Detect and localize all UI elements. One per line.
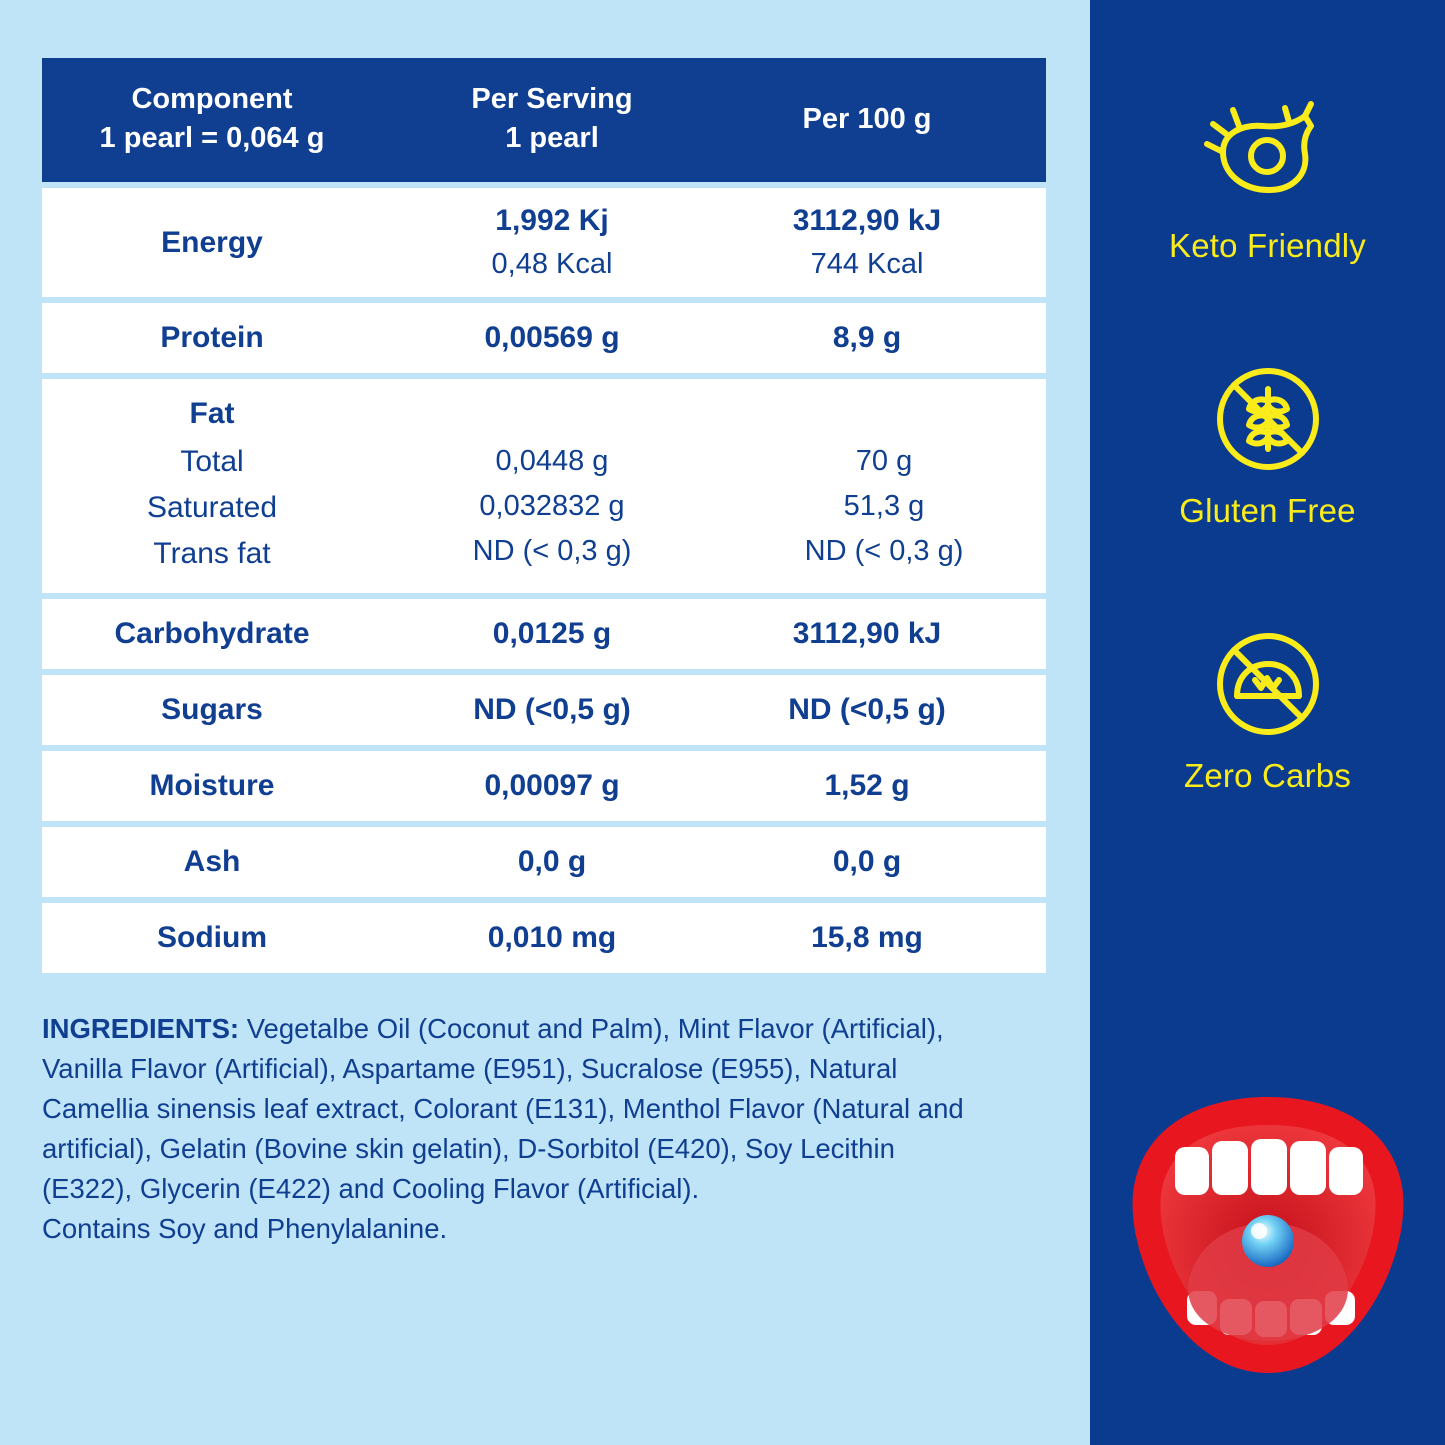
badge-zero-carbs <box>1090 622 1445 795</box>
row-value-protein-per-serving: 0,00569 g <box>382 303 722 373</box>
gluten-free-icon <box>1193 357 1343 482</box>
mouth-icon <box>1103 1073 1433 1403</box>
row-value-ash-per-100g: 0,0 g <box>722 827 1046 897</box>
claims-sidebar <box>1090 0 1445 1445</box>
row-value-energy-per-serving <box>382 188 722 297</box>
row-label-fat <box>42 379 382 593</box>
fat-sub-total: Total <box>180 445 244 479</box>
table-row <box>42 751 1046 821</box>
row-value-moisture-per-serving: 0,00097 g <box>382 751 722 821</box>
zero-carbs-icon <box>1193 622 1343 747</box>
fat-saturated-100g: 51,3 g <box>843 489 925 522</box>
row-value-ash-per-serving: 0,0 g <box>382 827 722 897</box>
table-row <box>42 303 1046 373</box>
nutrition-table <box>42 52 1046 979</box>
ingredients-title: INGREDIENTS: <box>42 1013 240 1045</box>
row-label-moisture: Moisture <box>42 751 382 821</box>
header-component <box>42 58 382 182</box>
allergen-statement: Contains Soy and Phenylalanine. <box>42 1212 448 1244</box>
row-value-sugars-per-serving: ND (<0,5 g) <box>382 675 722 745</box>
row-label-sodium: Sodium <box>42 903 382 973</box>
table-row <box>42 903 1046 973</box>
energy-kcal-100g: 744 Kcal <box>810 248 924 281</box>
header-per-100g <box>722 58 1046 182</box>
fat-saturated-serving: 0,032832 g <box>479 489 625 522</box>
row-value-sodium-per-100g: 15,8 mg <box>722 903 1046 973</box>
table-row <box>42 827 1046 897</box>
badge-gluten-free <box>1090 357 1445 530</box>
row-label-sugars: Sugars <box>42 675 382 745</box>
row-label-carbohydrate: Carbohydrate <box>42 599 382 669</box>
fat-sub-saturated: Saturated <box>146 491 278 525</box>
badge-keto-friendly <box>1090 92 1445 265</box>
badge-label-keto: Keto Friendly <box>1168 227 1367 264</box>
fat-trans-100g: ND (< 0,3 g) <box>804 534 964 567</box>
fat-sub-trans: Trans fat <box>153 537 271 571</box>
row-value-fat-per-100g <box>722 379 1046 593</box>
energy-kj-100g: 3112,90 kJ <box>792 204 942 238</box>
header-per-serving <box>382 58 722 182</box>
table-row <box>42 379 1046 593</box>
fat-heading: Fat <box>189 397 235 431</box>
header-per-serving-line1: Per Serving <box>471 83 633 115</box>
header-component-line1: Component <box>131 83 293 115</box>
badge-label-zero-carbs: Zero Carbs <box>1183 757 1352 794</box>
energy-kj-serving: 1,992 Kj <box>495 204 609 238</box>
row-value-sodium-per-serving: 0,010 mg <box>382 903 722 973</box>
keto-friendly-icon <box>1193 92 1343 217</box>
table-header-row <box>42 58 1046 182</box>
row-label-protein: Protein <box>42 303 382 373</box>
open-mouth-with-pearl-graphic <box>1103 1073 1433 1403</box>
ingredients-block <box>42 1009 1046 1248</box>
header-per-100g-line1: Per 100 g <box>802 102 932 135</box>
row-value-carbohydrate-per-100g: 3112,90 kJ <box>722 599 1046 669</box>
row-value-moisture-per-100g: 1,52 g <box>722 751 1046 821</box>
fat-trans-serving: ND (< 0,3 g) <box>472 534 632 567</box>
badge-label-gluten: Gluten Free <box>1179 492 1356 529</box>
fat-total-100g: 70 g <box>855 444 913 477</box>
row-label-energy: Energy <box>42 188 382 297</box>
table-row <box>42 188 1046 297</box>
energy-kcal-serving: 0,48 Kcal <box>491 248 613 281</box>
table-row <box>42 675 1046 745</box>
header-component-line2: 1 pearl = 0,064 g <box>99 122 325 155</box>
header-per-serving-line2: 1 pearl <box>505 122 599 155</box>
row-value-sugars-per-100g: ND (<0,5 g) <box>722 675 1046 745</box>
row-value-protein-per-100g: 8,9 g <box>722 303 1046 373</box>
row-value-fat-per-serving <box>382 379 722 593</box>
table-row <box>42 599 1046 669</box>
row-value-carbohydrate-per-serving: 0,0125 g <box>382 599 722 669</box>
fat-total-serving: 0,0448 g <box>495 444 609 477</box>
row-label-ash: Ash <box>42 827 382 897</box>
row-value-energy-per-100g <box>722 188 1046 297</box>
ingredients-body: Vegetalbe Oil (Coconut and Palm), Mint Flavor (Artificial), Vanilla Flavor (Artificial), Aspartame (E951), Sucralose (E955), Natural Camellia sinensis leaf extract, Colorant (E131), Menthol Flavor (Natural and artificial), Gelatin (Bovine skin gelatin), D-Sorbitol (E420), Soy Lecithin (E322), Glycerin (E422) and Cooling Flavor (Artificial). <box>42 1013 964 1204</box>
